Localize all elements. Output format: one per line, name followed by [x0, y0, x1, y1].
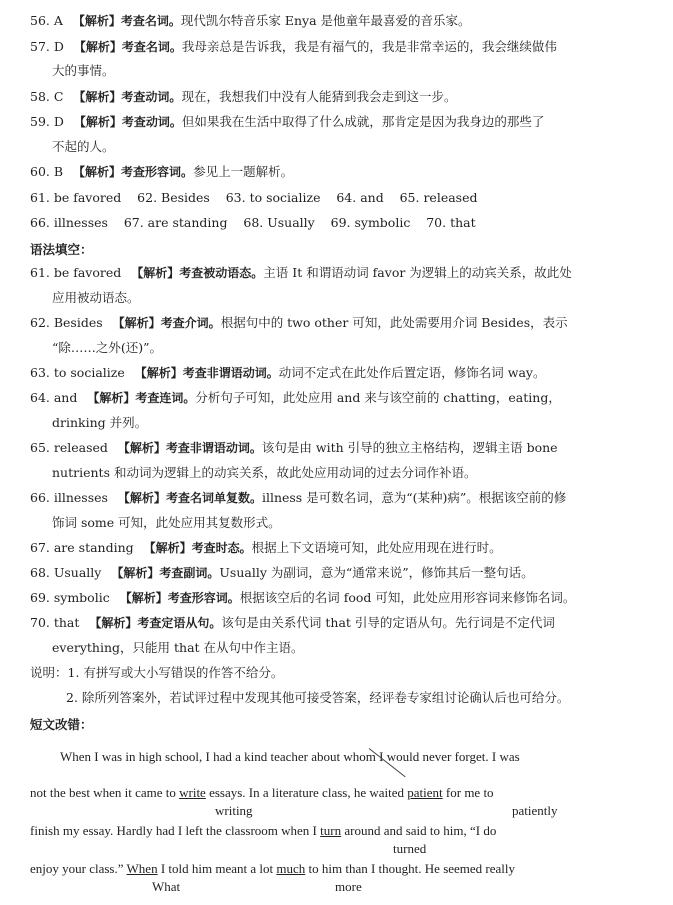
- grammar-67: 67. are standing 【解析】考查时态。根据上下文语境可知，此处应用现在进行时。: [30, 540, 502, 555]
- essay-line-3: finish my essay. Hardly had I left the classroom when I turn around and said to him, “I do: [30, 823, 497, 838]
- answer-row-66-70: 66. illnesses 67. are standing 68. Usually 69. symbolic 70. that: [30, 215, 476, 230]
- correction-heading: 短文改错：: [30, 717, 93, 732]
- answer-57: 57. D 【解析】考查名词。我母亲总是告诉我，我是有福气的，我是非常幸运的，我会继续做伟: [30, 39, 557, 54]
- answer-56: 56. A 【解析】考查名词。现代凯尔特音乐家 Enya 是他童年最喜爱的音乐家。: [30, 13, 471, 28]
- correction-turned: turned: [393, 841, 427, 856]
- grammar-heading: 语法填空：: [30, 242, 93, 257]
- grammar-66-cont: 饰词 some 可知，此处应用其复数形式。: [52, 515, 281, 530]
- grammar-66: 66. illnesses 【解析】考查名词单复数。illness 是可数名词，意为“(某种)病”。根据该空前的修: [30, 490, 567, 505]
- grammar-68: 68. Usually 【解析】考查副词。Usually 为副词，意为“通常来说”，修饰其后一整句话。: [30, 565, 534, 580]
- answer-row-61-65: 61. be favored 62. Besides 63. to socialize 64. and 65. released: [30, 190, 478, 205]
- answer-57-cont: 大的事情。: [52, 63, 115, 78]
- correction-writing: writing: [215, 803, 253, 818]
- grammar-62: 62. Besides 【解析】考查介词。根据句中的 two other 可知，此处需要用介词 Besides，表示: [30, 315, 568, 330]
- deleted-word: about: [311, 749, 341, 764]
- note-1: 说明：1. 有拼写或大小写错误的作答不给分。: [30, 665, 284, 680]
- essay-line-1: When I was in high school, I had a kind teacher about whom I would never forget. I was: [60, 749, 520, 764]
- grammar-62-cont: “除……之外(还)”。: [52, 340, 163, 355]
- grammar-64-cont: drinking 并列。: [52, 415, 148, 430]
- answer-59: 59. D 【解析】考查动词。但如果我在生活中取得了什么成就，那肯定是因为我身边的那些了: [30, 114, 545, 129]
- correction-patiently: patiently: [512, 803, 558, 818]
- answer-60: 60. B 【解析】考查形容词。参见上一题解析。: [30, 164, 294, 179]
- grammar-65: 65. released 【解析】考查非谓语动词。该句是由 with 引导的独立主格结构，逻辑主语 bone: [30, 440, 558, 455]
- grammar-61: 61. be favored 【解析】考查被动语态。主语 It 和谓语动词 favor 为逻辑上的动宾关系，故此处: [30, 265, 572, 280]
- grammar-70: 70. that 【解析】考查定语从句。该句是由关系代词 that 引导的定语从句。先行词是不定代词: [30, 615, 555, 630]
- grammar-69: 69. symbolic 【解析】考查形容词。根据该空后的名词 food 可知，此处应用形容词来修饰名词。: [30, 590, 576, 605]
- essay-line-2: not the best when it came to write essays. In a literature class, he waited patient for me to: [30, 785, 494, 800]
- note-2: 2. 除所列答案外，若试评过程中发现其他可接受答案，经评卷专家组讨论确认后也可给分。: [66, 690, 570, 705]
- essay-line-4: enjoy your class.” When I told him meant a lot much to him than I thought. He seemed really: [30, 861, 516, 876]
- answer-58: 58. C 【解析】考查动词。现在，我想我们中没有人能猜到我会走到这一步。: [30, 89, 457, 104]
- grammar-70-cont: everything，只能用 that 在从句中作主语。: [52, 640, 304, 655]
- correction-what: What: [152, 879, 181, 894]
- grammar-65-cont: nutrients 和动词为逻辑上的动宾关系，故此处应用动词的过去分词作补语。: [52, 465, 477, 480]
- correction-more: more: [335, 879, 362, 894]
- grammar-61-cont: 应用被动语态。: [52, 290, 140, 305]
- grammar-64: 64. and 【解析】考查连词。分析句子可知，此处应用 and 来与该空前的 chatting，eating，: [30, 390, 561, 405]
- grammar-63: 63. to socialize 【解析】考查非谓语动词。动词不定式在此处作后置定语，修饰名词 way。: [30, 365, 546, 380]
- answer-59-cont: 不起的人。: [52, 139, 115, 154]
